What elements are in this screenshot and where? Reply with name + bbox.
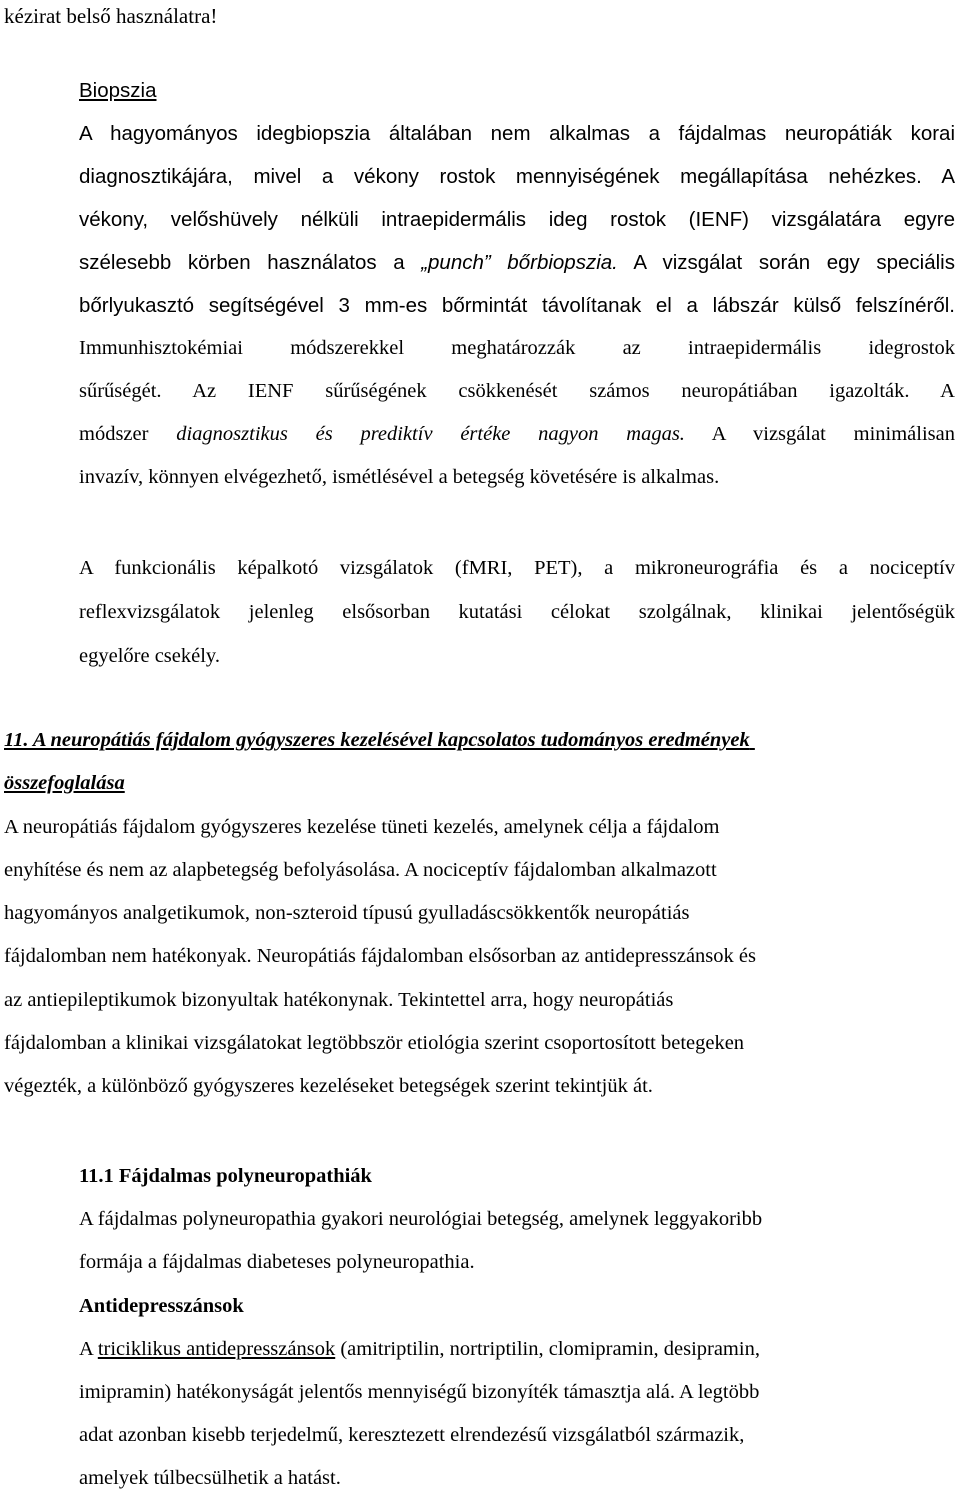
biopsy-line-7: sűrűségét. Az IENF sűrűségének csökkenését számos neuropátiában igazolták. A <box>79 380 955 403</box>
antidepressants-subheading: Antidepresszánsok <box>79 1294 244 1317</box>
functional-line-2: reflexvizsgálatok jelenleg elsősorban kutatási célokat szolgálnak, klinikai jelentőségük <box>79 601 955 623</box>
section-11-line-4: fájdalomban nem hatékonyak. Neuropátiás fájdalomban elsősorban az antidepresszánsok és <box>4 945 756 968</box>
section-11-line-1: A neuropátiás fájdalom gyógyszeres kezelése tüneti kezelés, amelynek célja a fájdalom <box>4 815 720 838</box>
biopsy-line-1: A hagyományos idegbiopszia általában nem alkalmas a fájdalmas neuropátiák korai <box>79 121 955 145</box>
antidepressants-line-1 <box>79 1328 955 1371</box>
biopsy-section <box>79 70 955 499</box>
functional-imaging-paragraph <box>79 546 955 678</box>
biopsy-line-9: invazív, könnyen elvégezhető, ismétlésével a betegség követésére is alkalmas. <box>79 466 720 489</box>
page-header <box>4 2 217 30</box>
antidepressants-line-2: imipramin) hatékonyságát jelentős mennyiségű bizonyíték támasztja alá. A legtöbb <box>79 1381 760 1404</box>
punch-biopsy-term: „punch” bőrbiopszia. <box>421 250 618 274</box>
section-11-1-line-2: formája a fájdalmas diabeteses polyneuropathia. <box>79 1251 475 1274</box>
biopsy-line-4-suffix: A vizsgálat során egy speciális <box>617 250 955 274</box>
functional-line-3: egyelőre csekély. <box>79 645 220 667</box>
biopsy-line-3: vékony, velőshüvely nélküli intraepidermális ideg rostok (IENF) vizsgálatára egyre <box>79 207 955 231</box>
diagnostic-value-phrase: diagnosztikus és prediktív értéke nagyon magas. <box>176 423 685 446</box>
biopsy-line-8-suffix: A vizsgálat minimálisan <box>684 423 955 446</box>
header-note: kézirat belső használatra! <box>4 4 218 28</box>
section-11-1-title: 11.1 Fájdalmas polyneuropathiák <box>79 1165 372 1187</box>
section-11-title-line-2: összefoglalása <box>4 772 125 795</box>
biopsy-title: Biopszia <box>79 79 157 102</box>
biopsy-line-5: bőrlyukasztó segítségével 3 mm-es bőrmintát távolítanak el a lábszár külső felszínéről. <box>79 293 955 317</box>
section-11-line-2: enyhítése és nem az alapbetegség befolyásolása. A nociceptív fájdalomban alkalmazott <box>4 858 717 881</box>
biopsy-line-2: diagnosztikájára, mivel a vékony rostok mennyiségének megállapítása nehézkes. A <box>79 164 955 188</box>
section-11 <box>4 719 934 1109</box>
biopsy-line-4 <box>79 242 955 285</box>
section-11-title-text: 11. A neuropátiás fájdalom gyógyszeres kezelésével kapcsolatos tudományos eredmények <box>4 729 750 751</box>
section-11-line-5: az antiepileptikumok bizonyultak hatékonynak. Tekintettel arra, hogy neuropátiás <box>4 988 674 1011</box>
biopsy-line-8 <box>79 413 955 456</box>
antidepressants-line-4: amelyek túlbecsülhetik a hatást. <box>79 1467 341 1490</box>
functional-line-1: A funkcionális képalkotó vizsgálatok (fMRI, PET), a mikroneurográfia és a nociceptív <box>79 557 955 579</box>
section-11-1 <box>79 1155 955 1501</box>
biopsy-line-6: Immunhisztokémiai módszerekkel meghatározzák az intraepidermális idegrostok <box>79 337 955 360</box>
biopsy-line-8-prefix: módszer <box>79 423 177 446</box>
tricyclic-antidepressants-link[interactable]: triciklikus antidepresszánsok <box>97 1337 336 1360</box>
section-11-line-6: fájdalomban a klinikai vizsgálatokat legtöbbször etiológia szerint csoportosított betegeken <box>4 1032 745 1055</box>
section-11-line-3: hagyományos analgetikumok, non-szteroid típusú gyulladáscsökkentők neuropátiás <box>4 902 690 925</box>
section-11-1-line-1: A fájdalmas polyneuropathia gyakori neurológiai betegség, amelynek leggyakoribb <box>79 1208 763 1231</box>
section-11-title-line-1 <box>4 719 934 762</box>
biopsy-line-4-prefix: szélesebb körben használatos a <box>79 250 422 274</box>
antidepressants-line-3: adat azonban kisebb terjedelmű, keresztezett elrendezésű vizsgálatból származik, <box>79 1424 745 1447</box>
antidepressants-line-1-suffix: (amitriptilin, nortriptilin, clomipramin, desipramin, <box>335 1337 760 1360</box>
antidepressants-prefix: A <box>79 1337 98 1360</box>
section-11-line-7: végezték, a különböző gyógyszeres kezeléseket betegségek szerint tekintjük át. <box>4 1075 653 1098</box>
